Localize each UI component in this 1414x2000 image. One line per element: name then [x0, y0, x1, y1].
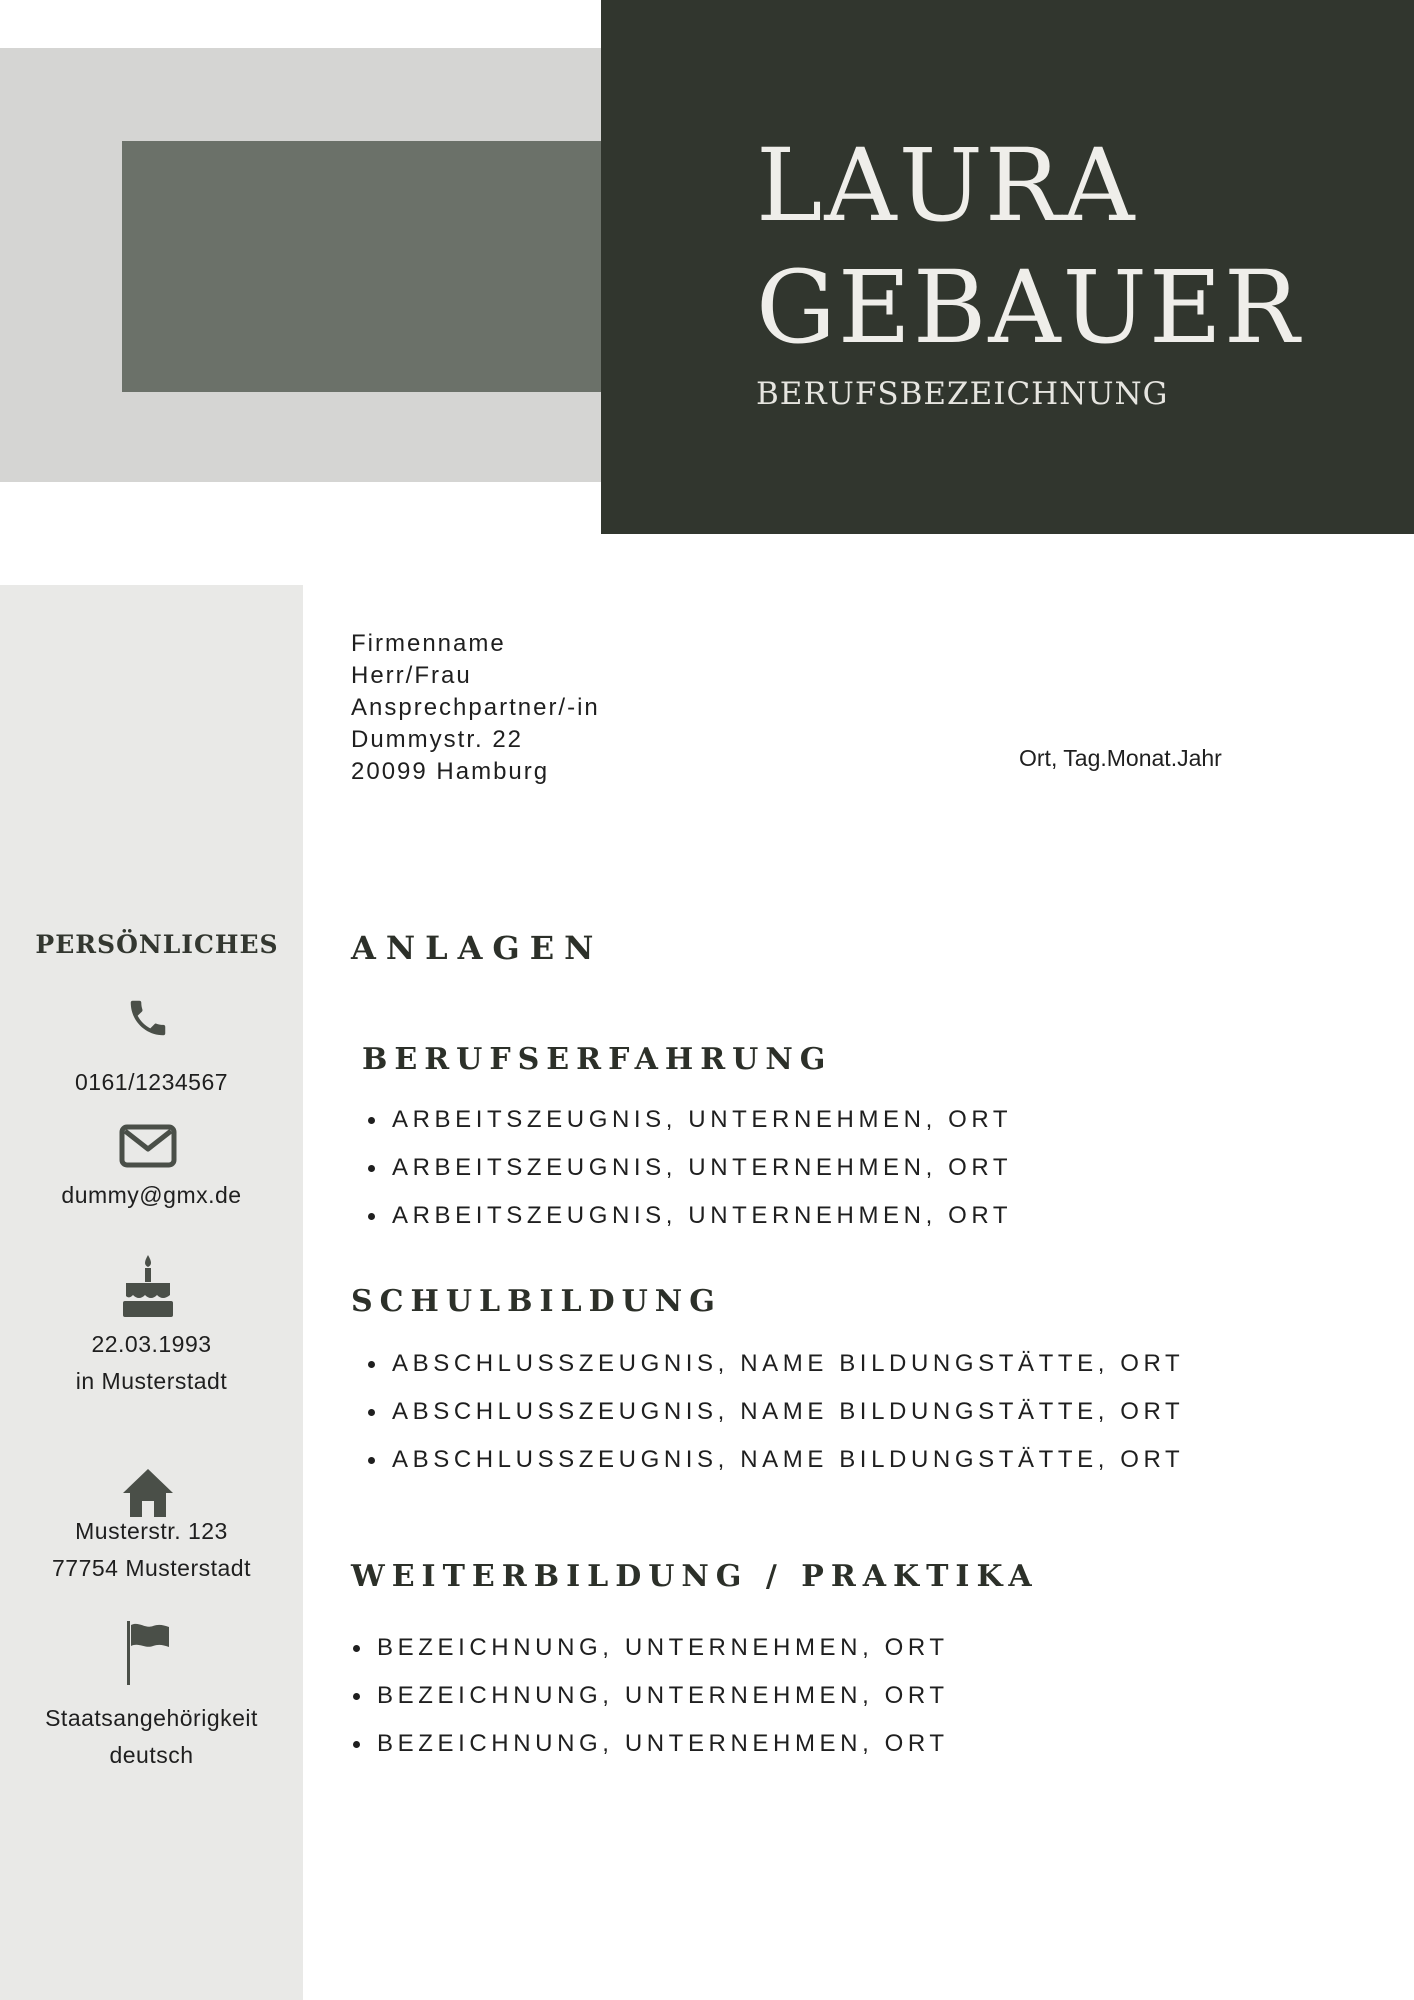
list-item: ARBEITSZEUGNIS, UNTERNEHMEN, ORT: [362, 1192, 1012, 1240]
date-place: Ort, Tag.Monat.Jahr: [1019, 745, 1222, 771]
recipient-salutation: Herr/Frau: [351, 662, 472, 689]
section-title-training: WEITERBILDUNG / PRAKTIKA: [351, 1559, 1039, 1594]
list-item: BEZEICHNUNG, UNTERNEHMEN, ORT: [347, 1720, 949, 1768]
list-item: ABSCHLUSSZEUGNIS, NAME BILDUNGSTÄTTE, ORT: [362, 1388, 1184, 1436]
nationality-value: deutsch: [109, 1742, 194, 1768]
list-item: BEZEICHNUNG, UNTERNEHMEN, ORT: [347, 1624, 949, 1672]
list-item: ABSCHLUSSZEUGNIS, NAME BILDUNGSTÄTTE, ORT: [362, 1436, 1184, 1484]
list-item: ABSCHLUSSZEUGNIS, NAME BILDUNGSTÄTTE, ORT: [362, 1340, 1184, 1388]
sidebar-heading: PERSÖNLICHES: [35, 930, 279, 959]
attachments-title: ANLAGEN: [351, 929, 604, 967]
list-item: ARBEITSZEUGNIS, UNTERNEHMEN, ORT: [362, 1096, 1012, 1144]
envelope-icon: [112, 1116, 184, 1176]
header-photo-placeholder: [122, 141, 602, 392]
nationality-label: Staatsangehörigkeit: [45, 1705, 258, 1731]
list-item: BEZEICHNUNG, UNTERNEHMEN, ORT: [347, 1672, 949, 1720]
phone-icon: [112, 988, 184, 1048]
street-address: Musterstr. 123: [75, 1518, 228, 1544]
training-list: [347, 1624, 949, 1768]
recipient-street: Dummystr. 22: [351, 726, 524, 753]
first-name: LAURA: [756, 127, 1137, 244]
birth-date: 22.03.1993: [91, 1331, 212, 1357]
work-experience-list: [362, 1096, 1012, 1240]
birth-place: in Musterstadt: [75, 1368, 228, 1394]
recipient-address: [351, 628, 600, 788]
recipient-company: Firmenname: [351, 630, 506, 657]
recipient-city: 20099 Hamburg: [351, 758, 550, 785]
city-address: 77754 Musterstadt: [51, 1555, 251, 1581]
school-list: [362, 1340, 1184, 1484]
birthday-cake-icon: [112, 1250, 184, 1322]
flag-icon: [112, 1618, 184, 1688]
recipient-contact: Ansprechpartner/-in: [351, 694, 600, 721]
list-item: ARBEITSZEUGNIS, UNTERNEHMEN, ORT: [362, 1144, 1012, 1192]
email-address: dummy@gmx.de: [61, 1182, 242, 1208]
last-name: GEBAUER: [756, 249, 1302, 366]
section-title-school: SCHULBILDUNG: [351, 1284, 722, 1319]
section-title-work-experience: BERUFSERFAHRUNG: [362, 1042, 833, 1077]
phone-number: 0161/1234567: [74, 1069, 229, 1095]
job-title: BERUFSBEZEICHNUNG: [756, 376, 1169, 412]
